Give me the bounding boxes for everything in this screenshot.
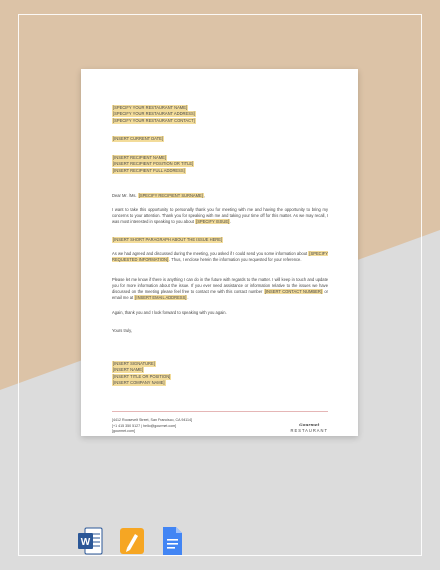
signature-block xyxy=(112,361,328,387)
paragraph-2-text-1: As we had agreed and discussed during the meeting, you asked if I could send you some information about xyxy=(112,251,309,256)
closing: Yours truly, xyxy=(112,328,133,333)
restaurant-name-field[interactable]: [SPECIFY YOUR RESTAURANT NAME] xyxy=(113,105,188,110)
salutation-suffix: , xyxy=(203,193,206,198)
footer-divider xyxy=(112,411,328,412)
footer-address-line: [4412 Roosevelt Street, San Francisco, CA 94114] xyxy=(112,418,193,422)
company-name-field[interactable]: [INSERT COMPANY NAME] xyxy=(113,380,165,386)
word-icon[interactable] xyxy=(77,526,103,556)
contact-number-field[interactable]: [INSERT CONTACT NUMBER] xyxy=(264,289,322,294)
google-docs-icon[interactable] xyxy=(159,526,185,556)
requested-information-field[interactable]: [SPECIFY REQUESTED INFORMATION] xyxy=(112,251,328,262)
current-date-field[interactable]: [INSERT CURRENT DATE] xyxy=(113,136,163,141)
paragraph-3-text-2: or email me at xyxy=(112,289,329,300)
pages-icon[interactable] xyxy=(119,526,145,556)
paragraph-3-text-3: . xyxy=(187,295,189,300)
salutation-prefix: Dear Mr. /Ms. xyxy=(112,193,138,198)
short-paragraph-block xyxy=(112,237,328,243)
footer-address xyxy=(112,418,192,435)
paragraph-1-suffix: . xyxy=(230,219,232,224)
date-block xyxy=(112,136,328,142)
paragraph-2 xyxy=(112,251,328,263)
signature-field[interactable]: [INSERT SIGNATURE] xyxy=(113,361,155,366)
letter-document xyxy=(81,69,358,436)
paragraph-4: Again, thank you and I look forward to speaking with you again. xyxy=(112,310,227,315)
specify-issue-field[interactable]: [SPECIFY ISSUE] xyxy=(196,219,230,224)
name-field[interactable]: [INSERT NAME] xyxy=(113,367,144,373)
email-address-field[interactable]: [INSERT EMAIL ADDRESS] xyxy=(135,295,187,300)
paragraph-3 xyxy=(112,277,328,301)
recipient-name-field[interactable]: [INSERT RECIPIENT NAME] xyxy=(113,155,167,160)
restaurant-address-field[interactable]: [SPECIFY YOUR RESTAURANT ADDRESS] xyxy=(113,111,195,117)
restaurant-contact-field[interactable]: [SPECIFY YOUR RESTAURANT CONTACT] xyxy=(113,117,195,123)
footer-website-line: [gourmet.com] xyxy=(112,429,135,433)
paragraph-1-text: I want to take this opportunity to personally thank you for meeting with me and having the opportunity to bring my concerns to your attention. Thank you for speaking with me and taking your time off for this matter. As we may recall, I was most interested in speaking to you about xyxy=(112,207,328,224)
logo-text: Gourmet xyxy=(299,422,320,427)
title-position-field[interactable]: [INSERT TITLE OR POSITION] xyxy=(113,373,171,379)
paragraph-3-text-1: Please let me know if there is anything I can do in the future with regards to the matter. I will keep in touch and update you for more information about the issue. If you ever need assistance or information relative to the issues we have discussed on the meeting please feel free to contact me with this contact number xyxy=(112,277,328,294)
paragraph-1 xyxy=(112,207,328,225)
gourmet-logo xyxy=(291,422,328,434)
svg-text:W: W xyxy=(80,537,91,548)
restaurant-header-fields xyxy=(112,105,328,124)
paragraph-2-text-2: . Thus, I enclose herein the information you requested for your reference. xyxy=(169,257,302,262)
recipient-position-field[interactable]: [INSERT RECIPIENT POSITION OR TITLE] xyxy=(113,161,194,167)
logo-subtext: RESTAURANT xyxy=(290,428,328,433)
recipient-block xyxy=(112,155,328,174)
short-paragraph-field[interactable]: [INSERT SHORT PARAGRAPH ABOUT THE ISSUE HERE] xyxy=(113,237,223,242)
salutation xyxy=(112,193,328,199)
recipient-address-field[interactable]: [INSERT RECIPIENT FULL ADDRESS] xyxy=(113,167,185,173)
recipient-surname-field[interactable]: [SPECIFY RECIPIENT SURNAME] xyxy=(138,193,203,198)
footer-contact-line: [+1 415 350 5127 | hello@gourmet.com] xyxy=(112,423,177,428)
